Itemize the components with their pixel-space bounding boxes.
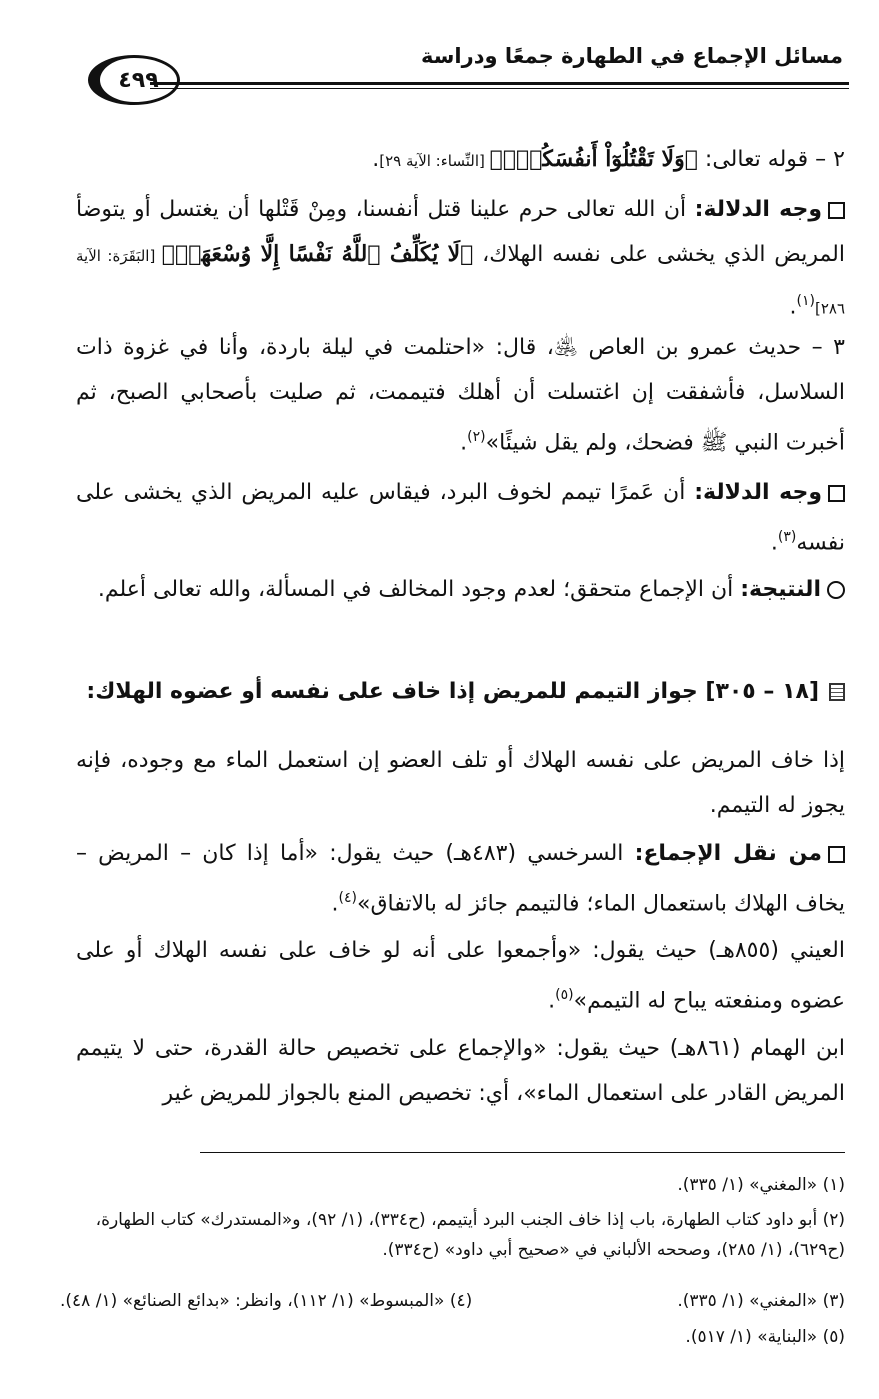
page-number-badge [88,55,180,105]
footnote-separator [200,1152,845,1153]
footnote-2: (٢) أبو داود كتاب الطهارة، باب إذا خاف الجنب البرد أيتيمم، (ح٣٣٤)، (١/ ٩٢)، و«المستدرك» كتاب الطهارة، (ح٦٢٩)، (١/ ٢٨٥)، وصححه الألباني في «صحيح أبي داود» (ح٣٣٤). [95,1210,845,1260]
paragraph-indication-1: وجه الدلالة: أن الله تعالى حرم علينا قتل أنفسنا، ومِنْ قَتْلها أن يغتسل أو يتوضأ المريض الذي يخشى على نفسه الهلاك، ﴿لَا يُكَلِّفُ ٱللَّهُ نَفْسًا إِلَّا وُسْعَهَاۚ﴾ [البَقَرَة: الآية ٢٨٦]$^{(١)}$. [76,197,845,320]
verse-reference: [البَقَرَة: الآية ٢٨٦] [76,247,845,318]
header-rule [150,82,849,85]
square-bullet-icon [828,485,845,502]
paragraph-consensus-sarakhsi: من نقل الإجماع: السرخسي (٤٨٣هـ) حيث يقول: «أما إذا كان – المريض – يخاف الهلاك باستعمال الماء؛ فالتيمم جائز له بالاتفاق»$^{(٤)}$. [76,841,845,917]
verse-reference: [النِّساء: الآية ٢٩] [379,152,490,170]
paragraph-issue: إذا خاف المريض على نفسه الهلاك أو تلف العضو إن استعمل الماء مع وجوده، فإنه يجوز له التيمم. [76,748,845,818]
footnote-5: (٥) «البناية» (١/ ٥١٧). [685,1327,845,1347]
paragraph-evidence-2: ٢ – قوله تعالى: ﴿وَلَا تَقْتُلُوٓاْ أَنفُسَكُمْۚ﴾ [النِّساء: الآية ٢٩]. [372,146,845,172]
section-heading: [١٨ – ٣٠٥] جواز التيمم للمريض إذا خاف على نفسه أو عضوه الهلاك: [86,672,845,712]
section-label: وجه الدلالة: [694,197,822,222]
quran-verse: ﴿وَلَا تَقْتُلُوٓاْ أَنفُسَكُمْۚ﴾ [489,146,698,172]
circle-bullet-icon [827,581,845,599]
quran-verse: ﴿لَا يُكَلِّفُ ٱللَّهُ نَفْسًا إِلَّا وُسْعَهَاۚ﴾ [161,241,474,267]
footnote-marker: (١) [796,293,815,309]
running-header-title: مسائل الإجماع في الطهارة جمعًا ودراسة [421,44,843,68]
section-label: وجه الدلالة: [694,480,823,505]
document-icon [829,683,845,701]
section-label: النتيجة: [740,577,821,602]
footnote-3: (٣) «المغني» (١/ ٣٣٥). [677,1291,845,1311]
footnote-marker: (٣) [777,529,797,545]
footnote-marker: (٤) [338,890,358,906]
paragraph-result: النتيجة: أن الإجماع متحقق؛ لعدم وجود المخالف في المسألة، والله تعالى أعلم. [76,567,845,612]
footnote-marker: (٢) [467,429,486,445]
paragraph-evidence-3: ٣ – حديث عمرو بن العاص ﵁، قال: «احتلمت في ليلة باردة، وأنا في غزوة ذات السلاسل، فأشفقت إن اغتسلت أن أهلك فتيممت، ثم صليت بأصحابي الصبح، ثم أخبرت النبي ﷺ فضحك، ولم يقل شيئًا»$^{(٢)}$. [76,335,845,456]
footnote-marker: (٥) [555,987,574,1003]
header-rule-thin [150,88,849,89]
footnote-1: (١) «المغني» (١/ ٣٣٥). [677,1175,845,1195]
paragraph-consensus-ayni: العيني (٨٥٥هـ) حيث يقول: «وأجمعوا على أنه لو خاف على نفسه الهلاك أو على عضوه ومنفعته يباح له التيمم»$^{(٥)}$. [76,938,845,1014]
section-label: من نقل الإجماع: [634,841,823,866]
paragraph-indication-2: وجه الدلالة: أن عَمرًا تيمم لخوف البرد، فيقاس عليه المريض الذي يخشى على نفسه$^{(٣)}$. [76,480,845,556]
page-number: ٤٩٩ [118,67,159,93]
square-bullet-icon [828,846,845,863]
paragraph-consensus-ibn-humam: ابن الهمام (٨٦١هـ) حيث يقول: «والإجماع على تخصيص حالة القدرة، حتى لا يتيمم المريض القادر على استعمال الماء»، أي: تخصيص المنع بالجواز للمريض غير [76,1036,845,1106]
square-bullet-icon [828,202,845,219]
footnote-row-3-4 [60,1286,845,1316]
footnote-4: (٤) «المبسوط» (١/ ١١٢)، وانظر: «بدائع الصنائع» (١/ ٤٨). [60,1291,473,1311]
